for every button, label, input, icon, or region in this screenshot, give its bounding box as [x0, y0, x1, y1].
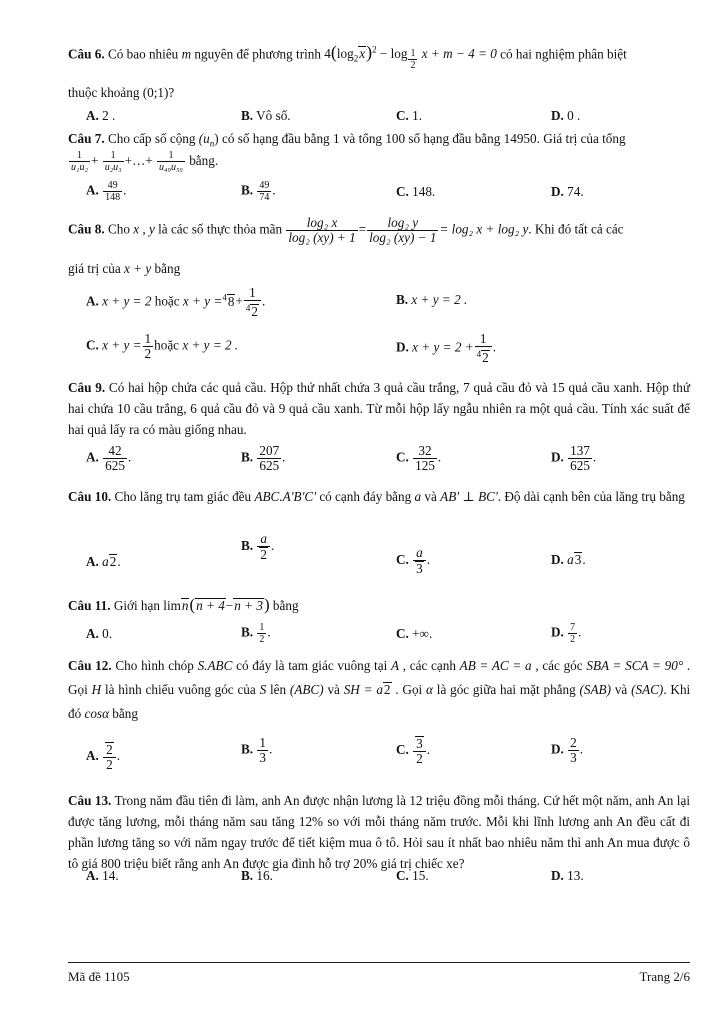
- page-footer: [68, 962, 690, 984]
- q8-option-b[interactable]: B. x + y = 2 .: [396, 292, 468, 307]
- question-12: Câu 12. Cho hình chóp S.ABC có đáy là tam giác vuông tại A , các cạnh AB = AC = a , các góc SBA = SCA = 90° . Gọi H là hình chiếu vuông góc của S lên (ABC) và SH = a2 . Gọi α là góc giữa hai mặt phẳng (SAB) và (SAC). Khi đó cosα bằng: [68, 658, 691, 721]
- q9-option-b[interactable]: B. $\frac{207}{625}$ .: [241, 443, 286, 473]
- q11-option-d[interactable]: D. $\frac{7}{2}$ .: [551, 622, 582, 645]
- q13-option-d[interactable]: D. 13.: [551, 868, 584, 883]
- q9-option-d[interactable]: D. $\frac{137}{625}$ .: [551, 443, 597, 473]
- q7-option-c[interactable]: C. 148.: [396, 184, 436, 199]
- q11-option-a[interactable]: A. 0.: [86, 626, 113, 641]
- question-6: [68, 40, 690, 71]
- q12-option-b[interactable]: B. $\frac{1}{3}$ .: [241, 735, 273, 765]
- question-9: Câu 9. Có hai hộp chứa các quả cầu. Hộp thứ nhất chứa 3 quả cầu trắng, 7 quả cầu đỏ và 15 quả cầu xanh. Hộp thứ hai chứa 10 cầu trắng, 6 quả cầu đỏ và 9 quả cầu xanh. Từ mỗi hộp lấy ngẫu nhiên ra một quả cầu. Tính xác suất để hai quả lấy ra có màu giống nhau.: [68, 380, 691, 437]
- q7-title: Câu 7.: [68, 131, 105, 146]
- q6-line2: thuộc khoảng (0;1)?: [68, 85, 175, 100]
- q7-option-a[interactable]: A. $\frac{49}{148}$ .: [86, 180, 127, 203]
- q8-title: Câu 8.: [68, 221, 105, 237]
- q6-var-m: m: [181, 46, 192, 62]
- question-7: Câu 7. Cho cấp số cộng $(u_n)$ có số hạng đầu bằng 1 và tổng 100 số hạng đầu bằng 14950. Giá trị của tổng: [68, 131, 626, 149]
- q10-option-c[interactable]: C. $\frac{a}{3}$ .: [396, 545, 431, 576]
- q6-option-c[interactable]: C. 1.: [396, 108, 423, 123]
- q7-sum: $\frac{1}{\text{u₁u₂}}$ + $\frac{1}{\text{u₂u₃}}$ +…+ $\frac{1}{\text{u₄₉u₅₀}}$ bằng.: [71, 150, 219, 174]
- q6-equation: $4(\log_2x)^2 - \log$ $\frac{1}{2}$ x + m − 4 = 0: [324, 42, 497, 72]
- q11-title: Câu 11.: [68, 598, 111, 613]
- q13-title: Câu 13.: [68, 793, 112, 808]
- q12-option-a[interactable]: A. $\frac{2}{2}$ .: [86, 742, 121, 772]
- q8-line2: giá trị của x + y bằng: [68, 261, 181, 276]
- q12-option-d[interactable]: D. $\frac{2}{3}$ .: [551, 735, 584, 765]
- q9-title: Câu 9.: [68, 380, 106, 395]
- q9-option-c[interactable]: C. $\frac{32}{125}$ .: [396, 443, 442, 473]
- q6-title: Câu 6.: [68, 46, 105, 62]
- q10-option-b[interactable]: B. $\frac{a}{2}$ .: [241, 531, 275, 562]
- q6-interval: (0;1): [142, 85, 169, 100]
- q8-option-c[interactable]: C. x + y = $\frac{1}{2}$ hoặc x + y = 2 .: [86, 331, 239, 361]
- q6-text: Có bao nhiêu: [107, 46, 179, 62]
- q10-option-a[interactable]: A. a2.: [86, 554, 121, 569]
- question-11: Câu 11. Giới hạn limn(n + 4−n + 3) bằng: [68, 595, 299, 614]
- question-8: Câu 8. Cho x , y là các số thực thỏa mãn $\frac{\text{log₂ x}}{\text{log₂ (xy) + 1}}$ = $\frac{\text{log₂ y}}{\text{log₂ (xy) − 1}}$ = log₂ x + log₂ y. Khi đó tất cả các: [68, 215, 624, 245]
- q6-option-b[interactable]: B. Vô số.: [241, 108, 291, 123]
- q12-option-c[interactable]: C. $\frac{3}{2}$ .: [396, 736, 431, 766]
- q13-option-a[interactable]: A. 14.: [86, 868, 119, 883]
- q6-text: có hai nghiệm phân biệt: [500, 46, 627, 62]
- q7-option-d[interactable]: D. 74.: [551, 184, 584, 199]
- q13-option-c[interactable]: C. 15.: [396, 868, 429, 883]
- q12-title: Câu 12.: [68, 658, 112, 673]
- q10-option-d[interactable]: D. a3.: [551, 552, 586, 567]
- q11-option-b[interactable]: B. $\frac{1}{2}$ .: [241, 622, 271, 645]
- q10-title: Câu 10.: [68, 489, 112, 504]
- q6-option-d[interactable]: D. 0 .: [551, 108, 581, 123]
- q8-option-a[interactable]: A. x + y = 2 hoặc x + y =$^4$8+ $\frac{1}{^42}$ .: [86, 285, 266, 320]
- q9-option-a[interactable]: A. $\frac{42}{625}$ .: [86, 443, 132, 473]
- question-13: Câu 13. Trong năm đầu tiên đi làm, anh An được nhận lương là 12 triệu đồng mỗi tháng. Cứ hết một năm, anh An lại được tăng lương, mỗi tháng năm sau tăng 12% so với mỗi tháng năm trước. Mỗi khi lĩnh lương anh An đều cất đi phần lương tăng so với năm ngay trước để tiết kiệm mua ô tô. Hỏi sau ít nhất bao nhiêu năm thì anh An mua được ô tô giá 800 triệu biết rằng anh An được gia đình hỗ trợ 20% giá trị chiếc xe?: [68, 793, 690, 871]
- q6-option-a[interactable]: A. 2 .: [86, 108, 116, 123]
- page-number: Trang 2/6: [639, 969, 690, 984]
- q7-option-b[interactable]: B. $\frac{49}{74}$ .: [241, 180, 276, 203]
- q8-option-d[interactable]: D. x + y = 2 + $\frac{1}{^42}$ .: [396, 331, 496, 366]
- exam-code: Mã đề 1105: [68, 969, 130, 984]
- q6-text: nguyên để phương trình: [194, 46, 321, 62]
- q13-option-b[interactable]: B. 16.: [241, 868, 273, 883]
- q11-option-c[interactable]: C. +∞.: [396, 626, 433, 641]
- question-10: Câu 10. Cho lăng trụ tam giác đều ABC.A'B'C' có cạnh đáy bằng a và AB' ⊥ BC'. Độ dài cạnh bên của lăng trụ bằng: [68, 489, 685, 504]
